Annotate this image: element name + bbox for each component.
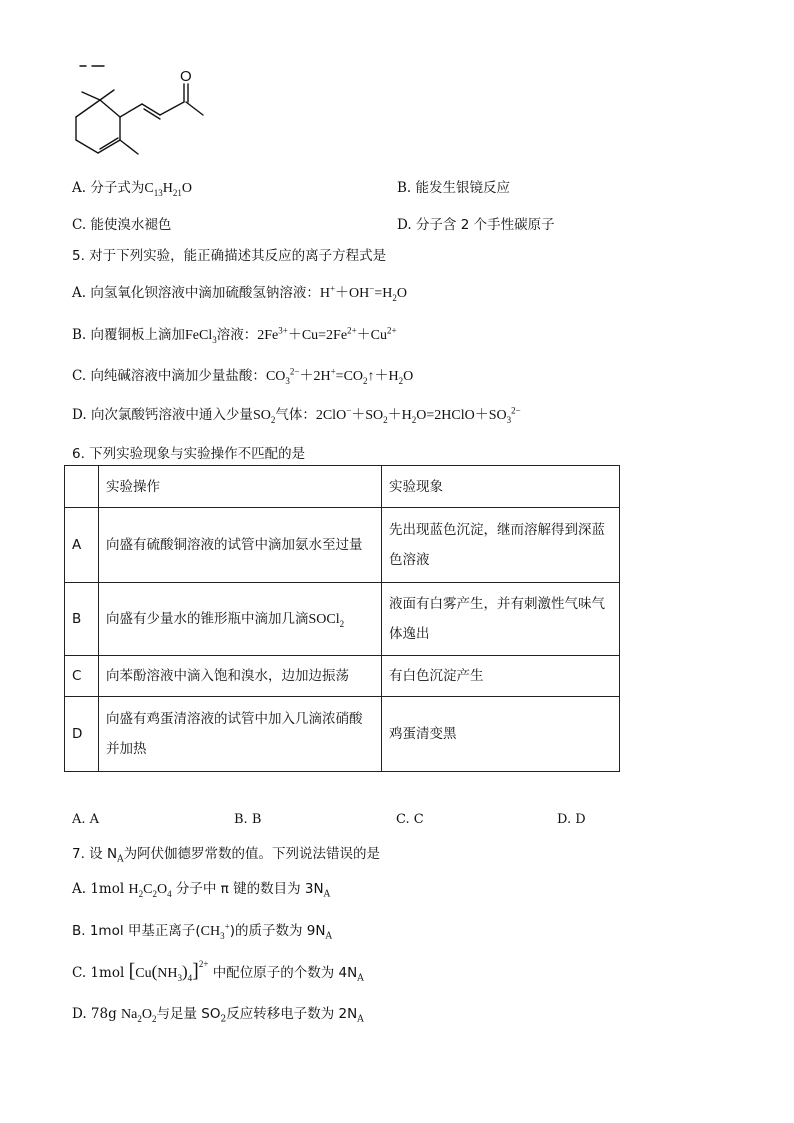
- oxalic-acid-formula: $H_2C_2O_4$: [128, 882, 172, 899]
- ionic-equation: $2Fe^{3+}+Cu=2Fe^{2+}+Cu^{2+}$: [257, 325, 397, 343]
- q4-option-d: [397, 213, 555, 233]
- table-row: [65, 656, 620, 697]
- header-phenomenon: 实验现象: [382, 466, 620, 508]
- option-text: 向纯碱溶液中滴加少量盐酸：: [90, 368, 266, 384]
- q5-option-a: [72, 281, 407, 302]
- option-label: C.: [72, 217, 87, 233]
- table-header-row: [65, 466, 620, 508]
- sodium-peroxide-formula: $Na_2O_2$: [121, 1007, 157, 1024]
- option-text-post: 气体：: [275, 407, 316, 423]
- option-text-post: 溶液：: [216, 327, 258, 343]
- row-phenomenon: 有白色沉淀产生: [382, 656, 620, 697]
- reagent-formula: SOCl$_2$: [308, 611, 345, 629]
- row-id: D: [65, 697, 99, 772]
- q5-option-d: [72, 403, 521, 424]
- q4-option-b: [397, 176, 510, 196]
- carbonyl-oxygen-label: O: [180, 68, 192, 85]
- option-text: 能使溴水褪色: [90, 217, 172, 233]
- q6-answer-d: D. D: [557, 812, 586, 827]
- q6-answer-b: B. B: [234, 812, 262, 827]
- q7-option-d: D. 78g $Na_2O_2$与足量 $SO_2$反应转移电子数为 $2N_A$: [72, 1006, 364, 1025]
- option-label: A.: [72, 180, 87, 196]
- row-operation: 向盛有鸡蛋清溶液的试管中加入几滴浓硝酸并加热: [99, 697, 382, 772]
- complex-ion-formula: $[Cu(NH_3)_4]^{2+}$: [128, 959, 209, 983]
- molecule-structure: [60, 60, 220, 170]
- option-text-pre: 向次氯酸钙溶液中通入少量: [90, 407, 253, 423]
- option-label: A.: [72, 285, 87, 301]
- option-label: B.: [72, 327, 87, 343]
- option-text: 能发生银镜反应: [415, 180, 511, 196]
- option-text: 向氢氧化钡溶液中滴加硫酸氢钠溶液：: [90, 285, 320, 301]
- ionic-equation: $CO_3^{2-}+2H^+=CO_2↑+H_2O$: [265, 366, 414, 386]
- option-text-pre: 向覆铜板上滴加: [90, 327, 186, 343]
- row-operation: 向盛有硫酸铜溶液的试管中滴加氨水至过量: [99, 508, 382, 583]
- option-text: 分子含 2 个手性碳原子: [415, 217, 555, 233]
- row-id: B: [65, 583, 99, 656]
- methyl-cation-formula: $CH_3^+$: [200, 921, 230, 941]
- header-operation: 实验操作: [99, 466, 382, 508]
- q7-option-a: A. 1mol $H_2C_2O_4$ 分子中 π 键的数目为 $3N_A$: [72, 881, 331, 900]
- option-label: D.: [397, 217, 412, 233]
- header-cell-blank: [65, 466, 99, 508]
- row-phenomenon: 液面有白雾产生，并有刺激性气味气体逸出: [382, 583, 620, 656]
- q4-option-a: [72, 176, 192, 197]
- q4-option-c: [72, 213, 171, 233]
- option-label: D.: [72, 407, 87, 423]
- q6-answer-a: A. A: [72, 812, 100, 827]
- row-phenomenon: 鸡蛋清变黑: [382, 697, 620, 772]
- table-row: [65, 697, 620, 772]
- q5-option-b: [72, 323, 397, 344]
- q7-option-c: C. 1mol $[Cu(NH_3)_4]^{2+}$ 中配位原子的个数为 $4N_A$: [72, 959, 364, 984]
- q6-stem: 6. 下列实验现象与实验操作不匹配的是: [72, 446, 306, 462]
- option-label: C.: [72, 368, 87, 384]
- table-row: [65, 508, 620, 583]
- q5-stem: 5. 对于下列实验，能正确描述其反应的离子方程式是: [72, 248, 387, 264]
- row-id: C: [65, 656, 99, 697]
- ionic-equation: $2ClO^-+SO_2+H_2O=2HClO+SO_3^{2-}$: [315, 405, 521, 425]
- table-row: [65, 583, 620, 656]
- row-phenomenon: 先出现蓝色沉淀，继而溶解得到深蓝色溶液: [382, 508, 620, 583]
- reagent-formula: FeCl$_3$: [185, 328, 217, 345]
- option-text: 分子式为: [90, 180, 145, 196]
- row-id: A: [65, 508, 99, 583]
- molecular-formula: $C_{13}H_{21}O$: [144, 181, 192, 198]
- ionic-equation: $H^++OH^-=H_2O$: [319, 283, 407, 303]
- option-label: B.: [397, 180, 412, 196]
- q5-option-c: [72, 364, 413, 385]
- q7-stem: 7. 设 $N_A$为阿伏伽德罗常数的值。下列说法错误的是: [72, 846, 381, 865]
- q6-answer-c: C. C: [396, 812, 424, 827]
- row-operation: 向盛有少量水的锥形瓶中滴加几滴SOCl$_2$: [99, 583, 382, 656]
- q7-option-b: B. 1mol 甲基正离子$(CH_3^+)$的质子数为 $9N_A$: [72, 921, 332, 942]
- row-operation: 向苯酚溶液中滴入饱和溴水，边加边振荡: [99, 656, 382, 697]
- gas-formula: $SO_2$: [252, 408, 276, 425]
- experiment-table: [64, 465, 620, 772]
